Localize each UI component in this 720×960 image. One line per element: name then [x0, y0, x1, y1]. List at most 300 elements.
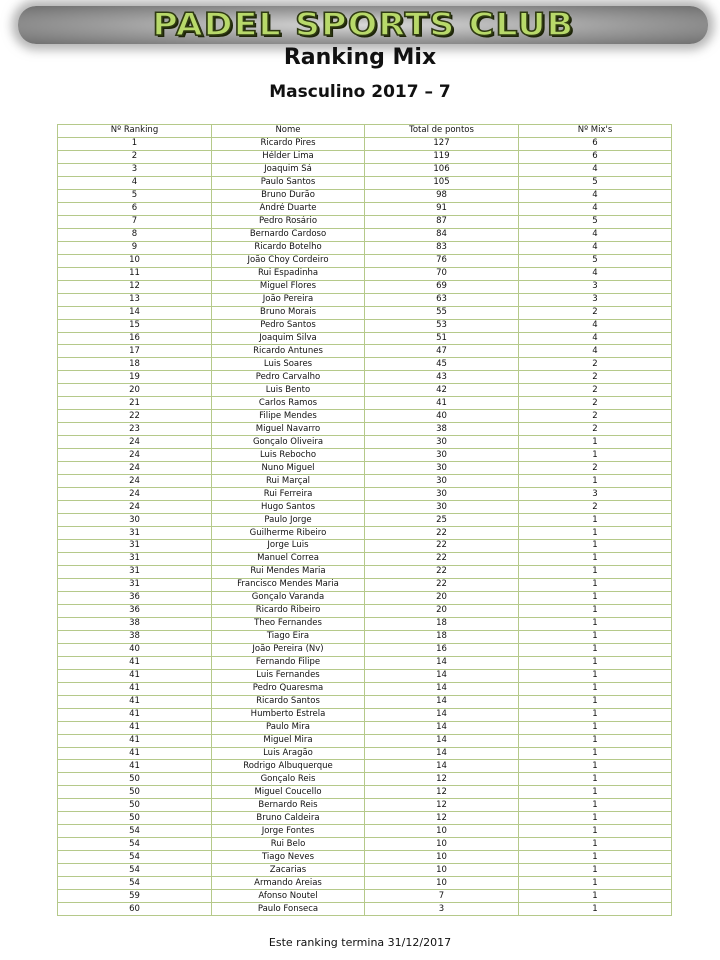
table-row	[58, 851, 672, 864]
cell-name: Nuno Miguel	[212, 462, 365, 475]
cell-name: Pedro Carvalho	[212, 371, 365, 384]
cell-ranking: 40	[58, 643, 212, 656]
cell-mix: 4	[519, 319, 672, 332]
table-row	[58, 228, 672, 241]
cell-points: 40	[365, 410, 519, 423]
cell-mix: 1	[519, 747, 672, 760]
header-row	[58, 125, 672, 138]
cell-ranking: 14	[58, 306, 212, 319]
cell-name: Ricardo Santos	[212, 695, 365, 708]
cell-name: Pedro Quaresma	[212, 682, 365, 695]
cell-points: 41	[365, 397, 519, 410]
cell-mix: 2	[519, 501, 672, 514]
table-body	[58, 137, 672, 915]
cell-mix: 1	[519, 734, 672, 747]
cell-points: 12	[365, 773, 519, 786]
cell-ranking: 59	[58, 890, 212, 903]
cell-mix: 1	[519, 786, 672, 799]
cell-points: 84	[365, 228, 519, 241]
cell-ranking: 31	[58, 540, 212, 553]
cell-ranking: 22	[58, 410, 212, 423]
cell-points: 106	[365, 163, 519, 176]
cell-ranking: 41	[58, 721, 212, 734]
cell-points: 55	[365, 306, 519, 319]
cell-name: Luis Rebocho	[212, 449, 365, 462]
cell-name: Tiago Neves	[212, 851, 365, 864]
table-row	[58, 254, 672, 267]
cell-name: Gonçalo Varanda	[212, 591, 365, 604]
cell-name: Ricardo Pires	[212, 137, 365, 150]
cell-ranking: 21	[58, 397, 212, 410]
cell-ranking: 31	[58, 565, 212, 578]
table-row	[58, 410, 672, 423]
cell-name: Joaquim Silva	[212, 332, 365, 345]
cell-mix: 1	[519, 436, 672, 449]
cell-ranking: 20	[58, 384, 212, 397]
cell-ranking: 24	[58, 462, 212, 475]
cell-name: Fernando Filipe	[212, 656, 365, 669]
cell-mix: 5	[519, 215, 672, 228]
cell-name: Bruno Durão	[212, 189, 365, 202]
cell-points: 87	[365, 215, 519, 228]
cell-points: 16	[365, 643, 519, 656]
cell-mix: 1	[519, 682, 672, 695]
cell-mix: 4	[519, 345, 672, 358]
cell-mix: 2	[519, 397, 672, 410]
table-row	[58, 760, 672, 773]
cell-name: Pedro Rosário	[212, 215, 365, 228]
cell-points: 18	[365, 617, 519, 630]
table-row	[58, 137, 672, 150]
cell-name: Paulo Fonseca	[212, 903, 365, 916]
cell-name: Humberto Estrela	[212, 708, 365, 721]
cell-mix: 5	[519, 176, 672, 189]
cell-ranking: 41	[58, 669, 212, 682]
cell-name: André Duarte	[212, 202, 365, 215]
cell-mix: 4	[519, 202, 672, 215]
table-row	[58, 812, 672, 825]
cell-points: 83	[365, 241, 519, 254]
cell-points: 7	[365, 890, 519, 903]
cell-name: Miguel Navarro	[212, 423, 365, 436]
cell-name: Luis Aragão	[212, 747, 365, 760]
cell-name: Manuel Correa	[212, 552, 365, 565]
cell-points: 105	[365, 176, 519, 189]
cell-ranking: 7	[58, 215, 212, 228]
cell-ranking: 50	[58, 786, 212, 799]
cell-points: 10	[365, 877, 519, 890]
table-row	[58, 189, 672, 202]
table-row	[58, 241, 672, 254]
cell-ranking: 30	[58, 514, 212, 527]
table-row	[58, 215, 672, 228]
cell-name: Paulo Santos	[212, 176, 365, 189]
col-name-header: Nome	[212, 125, 365, 138]
cell-mix: 6	[519, 150, 672, 163]
cell-points: 38	[365, 423, 519, 436]
table-row	[58, 293, 672, 306]
cell-mix: 1	[519, 591, 672, 604]
table-row	[58, 449, 672, 462]
cell-points: 14	[365, 760, 519, 773]
cell-ranking: 11	[58, 267, 212, 280]
cell-points: 12	[365, 812, 519, 825]
cell-ranking: 5	[58, 189, 212, 202]
col-mix-header: Nº Mix's	[519, 125, 672, 138]
cell-ranking: 54	[58, 851, 212, 864]
cell-name: Bruno Caldeira	[212, 812, 365, 825]
table-row	[58, 825, 672, 838]
cell-name: Bruno Morais	[212, 306, 365, 319]
cell-name: Joaquim Sá	[212, 163, 365, 176]
cell-mix: 1	[519, 604, 672, 617]
cell-mix: 1	[519, 760, 672, 773]
cell-points: 14	[365, 682, 519, 695]
cell-mix: 1	[519, 773, 672, 786]
cell-ranking: 38	[58, 617, 212, 630]
cell-name: Rui Marçal	[212, 475, 365, 488]
cell-points: 22	[365, 578, 519, 591]
cell-mix: 4	[519, 267, 672, 280]
cell-mix: 1	[519, 578, 672, 591]
cell-name: Carlos Ramos	[212, 397, 365, 410]
table-row	[58, 280, 672, 293]
cell-mix: 1	[519, 695, 672, 708]
table-row	[58, 514, 672, 527]
cell-mix: 1	[519, 851, 672, 864]
cell-ranking: 50	[58, 773, 212, 786]
cell-ranking: 54	[58, 877, 212, 890]
table-row	[58, 591, 672, 604]
cell-name: Miguel Coucello	[212, 786, 365, 799]
table-row	[58, 150, 672, 163]
cell-mix: 1	[519, 838, 672, 851]
table-row	[58, 799, 672, 812]
cell-mix: 4	[519, 163, 672, 176]
cell-ranking: 12	[58, 280, 212, 293]
cell-points: 30	[365, 488, 519, 501]
cell-mix: 3	[519, 280, 672, 293]
table-row	[58, 488, 672, 501]
cell-mix: 1	[519, 514, 672, 527]
cell-mix: 1	[519, 552, 672, 565]
cell-mix: 2	[519, 384, 672, 397]
table-row	[58, 617, 672, 630]
cell-points: 63	[365, 293, 519, 306]
cell-name: Luis Soares	[212, 358, 365, 371]
cell-points: 51	[365, 332, 519, 345]
cell-ranking: 41	[58, 682, 212, 695]
table-row	[58, 358, 672, 371]
cell-mix: 1	[519, 708, 672, 721]
table-row	[58, 734, 672, 747]
cell-points: 98	[365, 189, 519, 202]
ranking-table	[57, 124, 672, 916]
cell-name: João Choy Cordeiro	[212, 254, 365, 267]
cell-points: 10	[365, 838, 519, 851]
cell-points: 30	[365, 436, 519, 449]
cell-name: Miguel Mira	[212, 734, 365, 747]
cell-points: 10	[365, 864, 519, 877]
cell-mix: 1	[519, 864, 672, 877]
table-row	[58, 721, 672, 734]
table-row	[58, 345, 672, 358]
cell-name: Filipe Mendes	[212, 410, 365, 423]
cell-ranking: 50	[58, 799, 212, 812]
cell-points: 53	[365, 319, 519, 332]
cell-points: 91	[365, 202, 519, 215]
cell-name: Jorge Luis	[212, 540, 365, 553]
cell-mix: 1	[519, 812, 672, 825]
cell-mix: 1	[519, 527, 672, 540]
cell-name: João Pereira (Nv)	[212, 643, 365, 656]
table-row	[58, 319, 672, 332]
cell-mix: 1	[519, 617, 672, 630]
col-ranking-header: Nº Ranking	[58, 125, 212, 138]
cell-points: 45	[365, 358, 519, 371]
table-row	[58, 838, 672, 851]
cell-mix: 4	[519, 228, 672, 241]
col-points-header: Total de pontos	[365, 125, 519, 138]
cell-mix: 3	[519, 293, 672, 306]
table-row	[58, 267, 672, 280]
cell-points: 14	[365, 734, 519, 747]
cell-name: Pedro Santos	[212, 319, 365, 332]
cell-ranking: 36	[58, 591, 212, 604]
cell-mix: 2	[519, 462, 672, 475]
table-row	[58, 864, 672, 877]
cell-name: Rui Ferreira	[212, 488, 365, 501]
table-row	[58, 176, 672, 189]
cell-mix: 2	[519, 358, 672, 371]
table-row	[58, 436, 672, 449]
cell-points: 3	[365, 903, 519, 916]
cell-ranking: 31	[58, 527, 212, 540]
cell-mix: 5	[519, 254, 672, 267]
table-row	[58, 475, 672, 488]
cell-ranking: 4	[58, 176, 212, 189]
cell-points: 127	[365, 137, 519, 150]
cell-mix: 1	[519, 903, 672, 916]
table-row	[58, 708, 672, 721]
cell-points: 14	[365, 708, 519, 721]
table-row	[58, 656, 672, 669]
table-row	[58, 371, 672, 384]
cell-ranking: 24	[58, 501, 212, 514]
cell-points: 30	[365, 475, 519, 488]
cell-ranking: 19	[58, 371, 212, 384]
page-subtitle: Masculino 2017 – 7	[269, 82, 451, 102]
table-row	[58, 565, 672, 578]
cell-name: Hélder Lima	[212, 150, 365, 163]
table-row	[58, 202, 672, 215]
cell-points: 69	[365, 280, 519, 293]
table-row	[58, 384, 672, 397]
cell-points: 10	[365, 851, 519, 864]
cell-ranking: 10	[58, 254, 212, 267]
cell-ranking: 9	[58, 241, 212, 254]
cell-mix: 2	[519, 306, 672, 319]
cell-points: 119	[365, 150, 519, 163]
table-row	[58, 163, 672, 176]
cell-points: 22	[365, 552, 519, 565]
cell-ranking: 17	[58, 345, 212, 358]
cell-mix: 1	[519, 799, 672, 812]
cell-points: 10	[365, 825, 519, 838]
cell-mix: 4	[519, 241, 672, 254]
cell-ranking: 8	[58, 228, 212, 241]
cell-name: Ricardo Botelho	[212, 241, 365, 254]
cell-name: Ricardo Antunes	[212, 345, 365, 358]
cell-ranking: 54	[58, 825, 212, 838]
cell-name: Rui Belo	[212, 838, 365, 851]
table-row	[58, 643, 672, 656]
cell-name: Gonçalo Oliveira	[212, 436, 365, 449]
cell-name: Luis Bento	[212, 384, 365, 397]
cell-ranking: 24	[58, 488, 212, 501]
cell-mix: 2	[519, 371, 672, 384]
cell-ranking: 24	[58, 475, 212, 488]
cell-ranking: 1	[58, 137, 212, 150]
cell-mix: 4	[519, 332, 672, 345]
cell-mix: 1	[519, 540, 672, 553]
cell-ranking: 54	[58, 838, 212, 851]
cell-ranking: 24	[58, 436, 212, 449]
footer-note: Este ranking termina 31/12/2017	[268, 936, 452, 949]
cell-name: João Pereira	[212, 293, 365, 306]
cell-mix: 1	[519, 565, 672, 578]
cell-name: Miguel Flores	[212, 280, 365, 293]
cell-ranking: 6	[58, 202, 212, 215]
cell-name: Rui Mendes Maria	[212, 565, 365, 578]
table-row	[58, 306, 672, 319]
cell-points: 14	[365, 656, 519, 669]
cell-mix: 6	[519, 137, 672, 150]
cell-ranking: 15	[58, 319, 212, 332]
table-header	[58, 125, 672, 138]
table-row	[58, 669, 672, 682]
table-row	[58, 682, 672, 695]
cell-name: Bernardo Cardoso	[212, 228, 365, 241]
cell-points: 25	[365, 514, 519, 527]
cell-ranking: 60	[58, 903, 212, 916]
cell-ranking: 31	[58, 552, 212, 565]
cell-points: 20	[365, 604, 519, 617]
cell-mix: 1	[519, 825, 672, 838]
table-row	[58, 695, 672, 708]
cell-points: 22	[365, 540, 519, 553]
cell-ranking: 3	[58, 163, 212, 176]
cell-name: Ricardo Ribeiro	[212, 604, 365, 617]
cell-ranking: 54	[58, 864, 212, 877]
cell-ranking: 38	[58, 630, 212, 643]
cell-name: Hugo Santos	[212, 501, 365, 514]
cell-ranking: 18	[58, 358, 212, 371]
cell-points: 14	[365, 747, 519, 760]
cell-ranking: 13	[58, 293, 212, 306]
table-row	[58, 552, 672, 565]
table-row	[58, 747, 672, 760]
cell-points: 76	[365, 254, 519, 267]
cell-mix: 1	[519, 890, 672, 903]
cell-ranking: 41	[58, 747, 212, 760]
cell-name: Bernardo Reis	[212, 799, 365, 812]
cell-name: Rui Espadinha	[212, 267, 365, 280]
cell-points: 14	[365, 695, 519, 708]
cell-points: 20	[365, 591, 519, 604]
cell-ranking: 41	[58, 656, 212, 669]
cell-name: Gonçalo Reis	[212, 773, 365, 786]
cell-ranking: 2	[58, 150, 212, 163]
table-row	[58, 527, 672, 540]
table-row	[58, 397, 672, 410]
table-row	[58, 578, 672, 591]
cell-name: Paulo Jorge	[212, 514, 365, 527]
cell-points: 30	[365, 449, 519, 462]
table-row	[58, 786, 672, 799]
cell-mix: 1	[519, 656, 672, 669]
table-row	[58, 423, 672, 436]
table-row	[58, 903, 672, 916]
club-banner	[18, 6, 708, 44]
cell-ranking: 41	[58, 760, 212, 773]
cell-points: 42	[365, 384, 519, 397]
table-row	[58, 773, 672, 786]
cell-name: Luis Fernandes	[212, 669, 365, 682]
club-logo-text: PADEL SPORTS CLUB	[152, 7, 574, 43]
cell-mix: 3	[519, 488, 672, 501]
cell-ranking: 31	[58, 578, 212, 591]
cell-name: Theo Fernandes	[212, 617, 365, 630]
cell-ranking: 41	[58, 695, 212, 708]
cell-mix: 2	[519, 423, 672, 436]
table-row	[58, 332, 672, 345]
table-row	[58, 462, 672, 475]
cell-mix: 1	[519, 669, 672, 682]
cell-mix: 1	[519, 877, 672, 890]
cell-ranking: 41	[58, 708, 212, 721]
cell-ranking: 24	[58, 449, 212, 462]
cell-ranking: 23	[58, 423, 212, 436]
cell-points: 12	[365, 799, 519, 812]
cell-mix: 4	[519, 189, 672, 202]
cell-name: Paulo Mira	[212, 721, 365, 734]
cell-name: Rodrigo Albuquerque	[212, 760, 365, 773]
table-row	[58, 540, 672, 553]
cell-ranking: 41	[58, 734, 212, 747]
cell-points: 70	[365, 267, 519, 280]
cell-name: Jorge Fontes	[212, 825, 365, 838]
cell-points: 47	[365, 345, 519, 358]
cell-points: 22	[365, 565, 519, 578]
cell-points: 30	[365, 501, 519, 514]
cell-name: Armando Areias	[212, 877, 365, 890]
cell-name: Afonso Noutel	[212, 890, 365, 903]
cell-mix: 1	[519, 721, 672, 734]
cell-name: Zacarias	[212, 864, 365, 877]
cell-ranking: 50	[58, 812, 212, 825]
cell-points: 18	[365, 630, 519, 643]
cell-name: Tiago Eira	[212, 630, 365, 643]
cell-mix: 2	[519, 410, 672, 423]
cell-mix: 1	[519, 475, 672, 488]
cell-name: Francisco Mendes Maria	[212, 578, 365, 591]
cell-points: 14	[365, 669, 519, 682]
cell-points: 30	[365, 462, 519, 475]
table-row	[58, 604, 672, 617]
cell-points: 14	[365, 721, 519, 734]
cell-points: 43	[365, 371, 519, 384]
